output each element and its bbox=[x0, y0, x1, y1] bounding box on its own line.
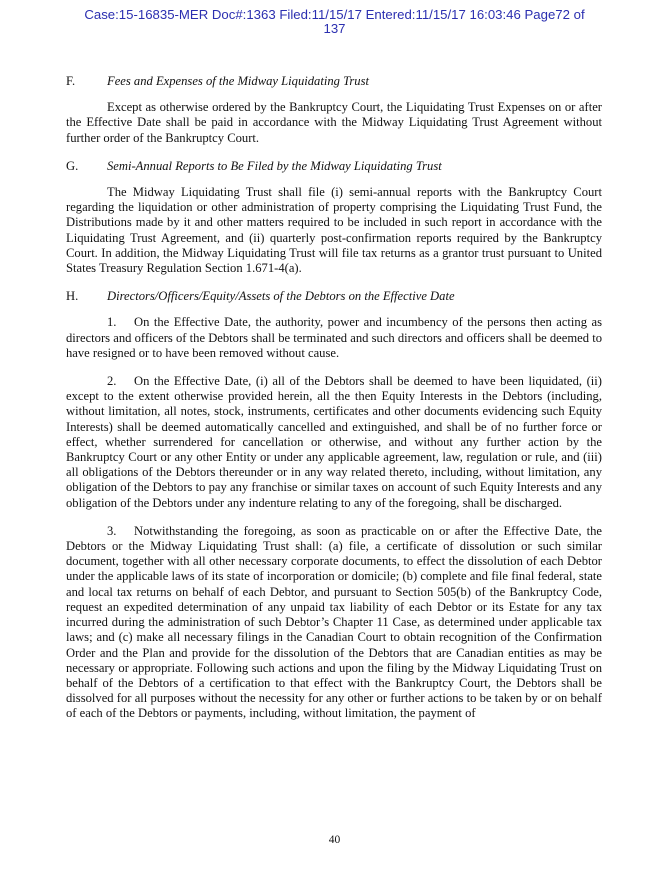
section-heading-f bbox=[66, 74, 602, 89]
document-body bbox=[66, 74, 602, 735]
section-h-item-1 bbox=[66, 315, 602, 361]
section-letter: F. bbox=[66, 74, 76, 88]
section-title: Directors/Officers/Equity/Assets of the Debtors on the Effective Date bbox=[107, 289, 455, 304]
item-number: 2. bbox=[107, 374, 117, 389]
section-title: Fees and Expenses of the Midway Liquidating Trust bbox=[107, 74, 370, 88]
section-heading-g bbox=[66, 159, 602, 174]
section-letter: G. bbox=[66, 158, 79, 173]
section-h-item-3 bbox=[66, 524, 602, 722]
section-h-item-2 bbox=[66, 374, 602, 511]
item-number: 3. bbox=[107, 523, 117, 538]
filing-header-line-1: Case:15-16835-MER Doc#:1363 Filed:11/15/17 Entered:11/15/17 16:03:46 Page72 of bbox=[84, 7, 585, 22]
item-text: Notwithstanding the foregoing, as soon as practicable on or after the Effective Date, the Debtors or the Midway Liquidating Trust shall: (a) file, a certificate of dissolution or such similar document, together with all other necessary corporate documents, to effect the dissolution of each Debtor under the applicable laws of its state of incorporation or domicile; (b) complete and file final federal, state and local tax returns on behalf of each Debtor, and pursuant to Section 505(b) of the Bankruptcy Code, request an expedited determination of any unpaid tax liability of each Debtor or its Estate for any tax incurred during the administration of such Debtor’s Chapter 11 Case, as determined under applicable tax laws; and (c) make all necessary filings in the Canadian Court to obtain recognition of the Confirmation Order and the Plan and provide for the dissolution of the Debtors that are Canadian entities as may be necessary or appropriate. Following such actions and upon the filing by the Midway Liquidating Trust on behalf of the Debtors of a certification to that effect with the Bankruptcy Court, the Debtors shall be dissolved for all purposes without the necessity for any other or further actions to be taken by or on behalf of each of the Debtors or payments, including, without limitation, the payment of bbox=[66, 523, 602, 721]
court-filing-header bbox=[0, 8, 669, 36]
section-heading-h bbox=[66, 289, 602, 304]
item-text: On the Effective Date, (i) all of the Debtors shall be deemed to have been liquidated, (ii) except to the extent otherwise provided herein, all the then Equity Interests in the Debtors (including, without limitation, all notes, stock, instruments, certificates and other documents evidencing such Equity Interests) shall be deemed automatically cancelled and extinguished, and shall be of no further force or effect, whether surrendered for cancellation or otherwise, and without any further action by the Bankruptcy Court or any other Entity or under any applicable agreement, law, regulation or rule, and (iii) all obligations of the Debtors thereunder or in any way related thereto, including, without limitation, any obligation of the Debtors to pay any franchise or similar taxes on account of such Equity Interests and any obligation of the Debtors under any indenture relating to any of the foregoing, shall be discharged. bbox=[66, 374, 602, 510]
section-g-paragraph: The Midway Liquidating Trust shall file (i) semi-annual reports with the Bankruptcy Court regarding the liquidation or other administration of property comprising the Liquidating Trust Fund, the Distributions made by it and other matters required to be included in such report in accordance with the Liquidating Trust Agreement, and (ii) quarterly post-confirmation reports required by the Bankruptcy Court. In addition, the Midway Liquidating Trust will file tax returns as a grantor trust pursuant to United States Treasury Regulation Section 1.671-4(a). bbox=[66, 185, 602, 276]
filing-header-line-2: 137 bbox=[323, 21, 346, 36]
item-number: 1. bbox=[107, 315, 117, 330]
item-text: On the Effective Date, the authority, power and incumbency of the persons then acting as directors and officers of the Debtors shall be terminated and such directors and officers shall be deemed to have resigned or to have been removed without cause. bbox=[66, 315, 602, 360]
section-letter: H. bbox=[66, 289, 79, 304]
section-f-paragraph: Except as otherwise ordered by the Bankruptcy Court, the Liquidating Trust Expenses on or after the Effective Date shall be paid in accordance with the Midway Liquidating Trust Agreement without further order of the Bankruptcy Court. bbox=[66, 100, 602, 145]
section-title: Semi-Annual Reports to Be Filed by the Midway Liquidating Trust bbox=[107, 158, 442, 173]
page-number: 40 bbox=[328, 834, 341, 846]
